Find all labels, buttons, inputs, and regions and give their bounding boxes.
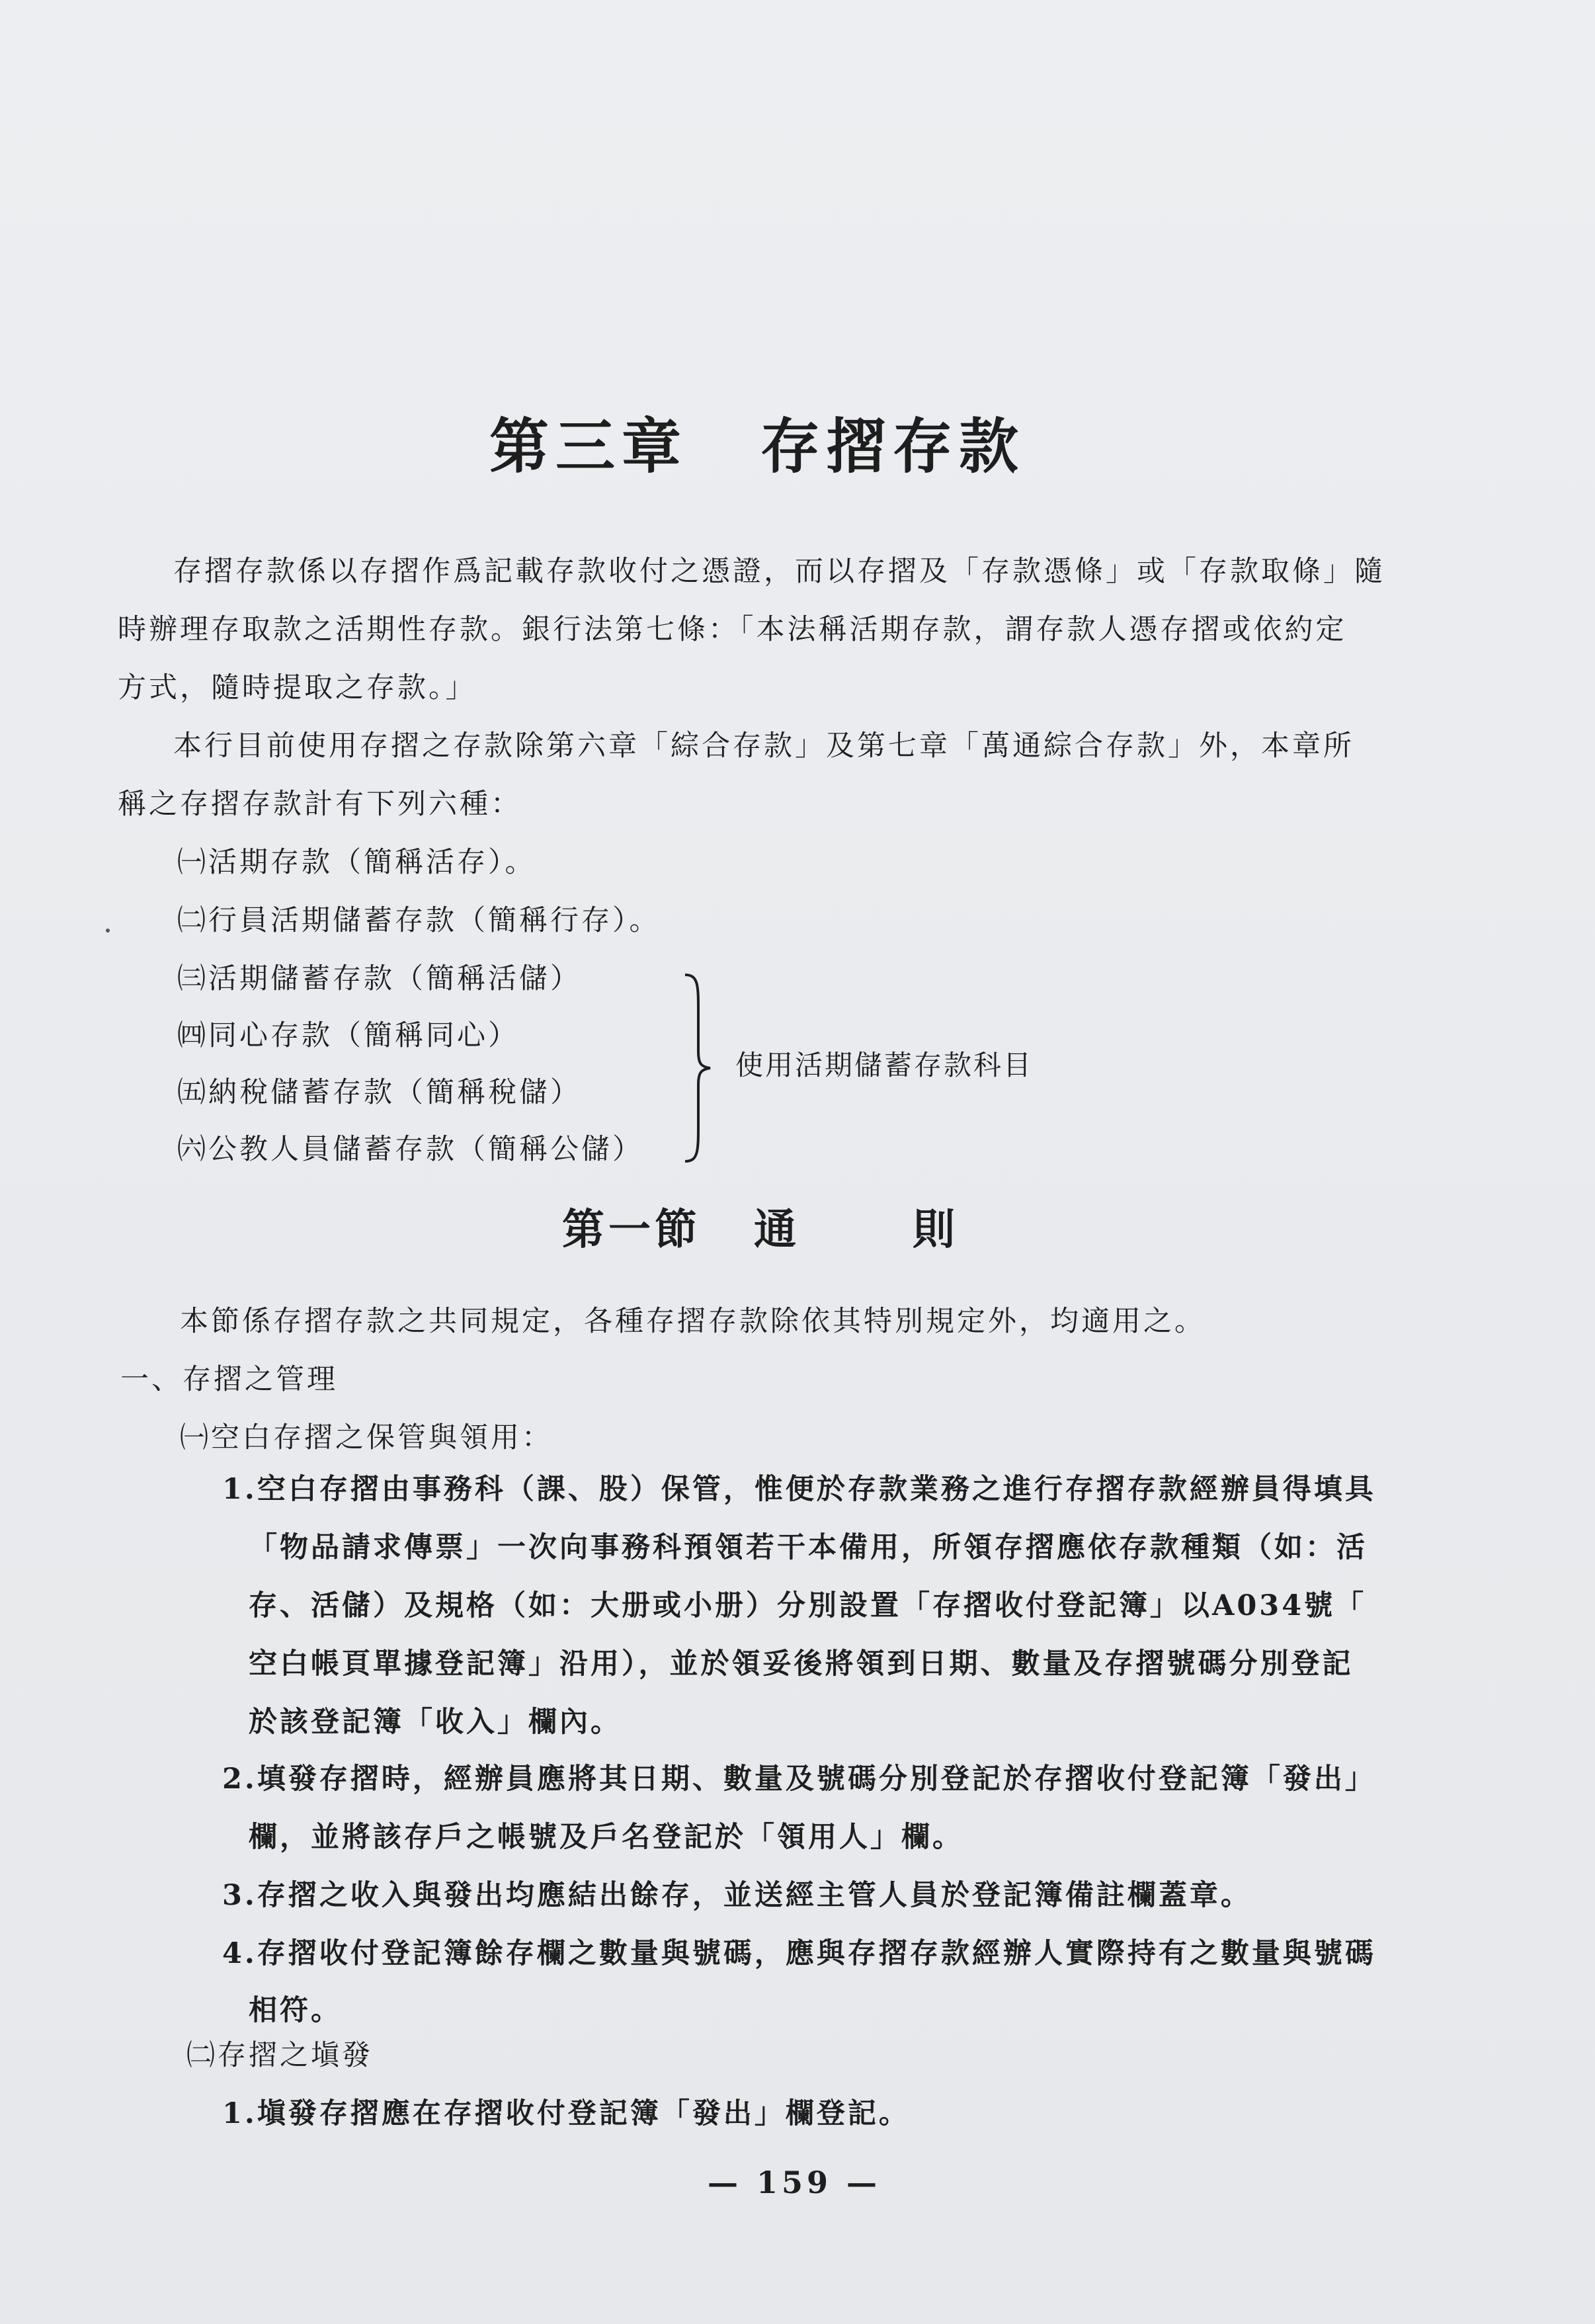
intro-line-5: 稱之存摺存款計有下列六種： xyxy=(118,788,522,821)
item-1-line-4: 空白帳頁單據登記簿」沿用），並於領妥後將領到日期、數量及存摺號碼分別登記 xyxy=(249,1647,1354,1681)
type-item-2: ㈡行員活期儲蓄存款（簡稱行存）。 xyxy=(177,904,661,937)
section-name-part-1: 通 xyxy=(754,1205,800,1255)
section-number: 第一節 xyxy=(562,1205,701,1255)
section-title xyxy=(562,1204,959,1257)
chapter-name: 存摺存款 xyxy=(760,411,1025,481)
type-item-1: ㈠活期存款（簡稱活存）。 xyxy=(177,846,536,879)
item-4-line-2: 相符。 xyxy=(249,1994,342,2027)
section-name-part-2: 則 xyxy=(913,1205,959,1255)
brace-label: 使用活期儲蓄存款科目 xyxy=(735,1049,1034,1081)
chapter-title xyxy=(489,410,1025,483)
item-4-line-1: 4.存摺收付登記簿餘存欄之數量與號碼，應與存摺存款經辦人實際持有之數量與號碼 xyxy=(222,1937,1376,1970)
page-number: — 159 — xyxy=(708,2165,881,2200)
subheading-passbook-issue: ㈡存摺之塡發 xyxy=(186,2039,373,2072)
type-item-3: ㈢活期儲蓄存款（簡稱活儲） xyxy=(177,962,581,995)
item-b1-line-1: 1.塡發存摺應在存摺收付登記簿「發出」欄登記。 xyxy=(222,2097,910,2130)
intro-line-2: 時辦理存取款之活期性存款。銀行法第七條：「本法稱活期存款，謂存款人憑存摺或依約定 xyxy=(118,613,1347,646)
type-item-6: ㈥公教人員儲蓄存款（簡稱公儲） xyxy=(177,1133,643,1166)
item-1-line-1: 1.空白存摺由事務科（課、股）保管，惟便於存款業務之進行存摺存款經辦員得填具 xyxy=(222,1473,1376,1506)
item-2-line-1: 2.填發存摺時，經辦員應將其日期、數量及號碼分別登記於存摺收付登記簿「發出」 xyxy=(222,1763,1376,1796)
item-2-line-2: 欄，並將該存戶之帳號及戶名登記於「領用人」欄。 xyxy=(249,1821,963,1854)
intro-line-3: 方式，隨時提取之存款。」 xyxy=(118,671,477,704)
section-intro: 本節係存摺存款之共同規定，各種存摺存款除依其特別規定外，均適用之。 xyxy=(180,1305,1206,1338)
heading-storage-management: 一、存摺之管理 xyxy=(120,1363,338,1396)
paper-speck xyxy=(106,929,110,933)
item-3-line-1: 3.存摺之收入與發出均應結出餘存，並送經主管人員於登記簿備註欄蓋章。 xyxy=(222,1879,1252,1912)
right-brace-icon xyxy=(681,972,714,1164)
type-item-4: ㈣同心存款（簡稱同心） xyxy=(177,1019,519,1052)
subheading-blank-passbook: ㈠空白存摺之保管與領用： xyxy=(180,1421,553,1454)
intro-line-1: 存摺存款係以存摺作爲記載存款收付之憑證，而以存摺及「存款憑條」或「存款取條」隨 xyxy=(173,555,1385,588)
item-1-line-2: 「物品請求傳票」一次向事務科預領若干本備用，所領存摺應依存款種類（如：活 xyxy=(249,1531,1368,1564)
item-1-line-5: 於該登記簿「收入」欄內。 xyxy=(249,1706,622,1739)
item-1-line-3: 存、活儲）及規格（如：大册或小册）分別設置「存摺收付登記簿」以A034號「 xyxy=(249,1589,1367,1622)
intro-line-4: 本行目前使用存摺之存款除第六章「綜合存款」及第七章「萬通綜合存款」外，本章所 xyxy=(173,729,1354,763)
type-item-5: ㈤納稅儲蓄存款（簡稱稅儲） xyxy=(177,1076,581,1109)
chapter-number: 第三章 xyxy=(489,411,688,481)
